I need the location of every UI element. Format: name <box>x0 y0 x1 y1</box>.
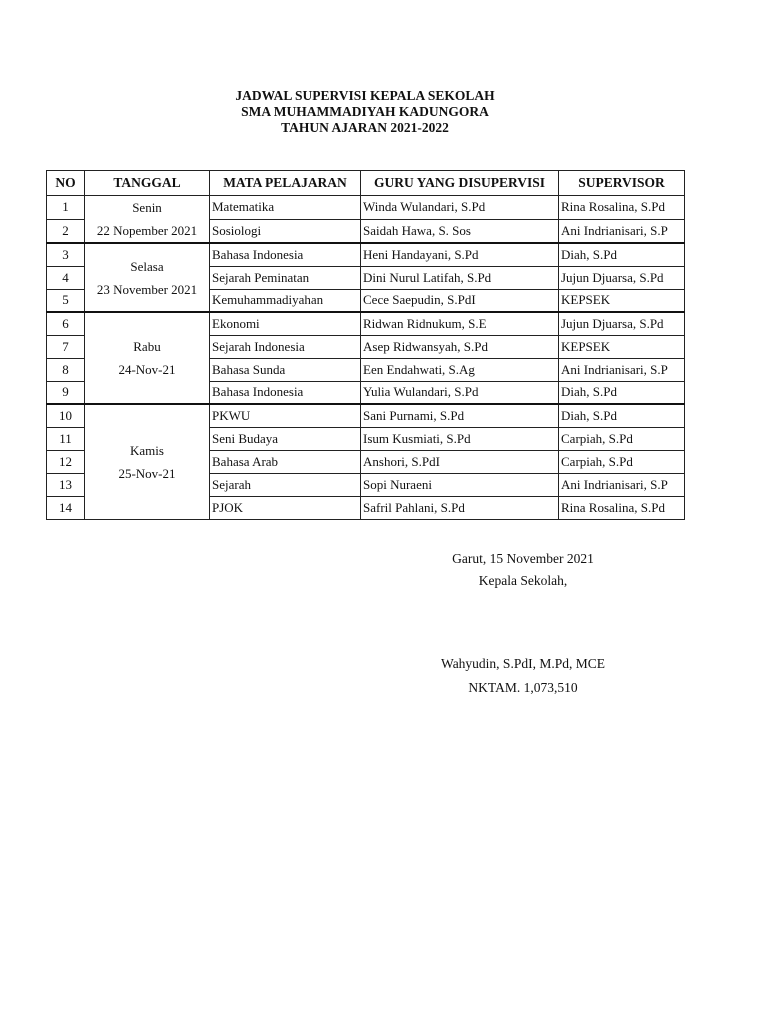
date-label: 25-Nov-21 <box>118 465 176 481</box>
supervisor-cell: Diah, S.Pd <box>559 243 685 266</box>
date-cell <box>85 312 210 404</box>
teacher-cell: Winda Wulandari, S.Pd <box>361 196 559 220</box>
table-row <box>47 196 685 220</box>
date-label: 23 November 2021 <box>96 281 198 297</box>
signature-name: Wahyudin, S.PdI, M.Pd, MCE <box>441 656 605 671</box>
column-header-date: TANGGAL <box>85 171 210 196</box>
signature-id-number: NKTAM. 1,073,510 <box>468 680 578 695</box>
date-label: 24-Nov-21 <box>118 362 176 377</box>
teacher-cell: Safril Pahlani, S.Pd <box>361 496 559 519</box>
subject-cell: Sejarah Peminatan <box>210 266 361 289</box>
supervisor-cell: KEPSEK <box>559 335 685 358</box>
teacher-cell: Sopi Nuraeni <box>361 473 559 496</box>
supervisor-cell: KEPSEK <box>559 289 685 312</box>
document-title-line2: SMA MUHAMMADIYAH KADUNGORA <box>241 104 489 119</box>
teacher-cell: Anshori, S.PdI <box>361 450 559 473</box>
supervisor-cell: Diah, S.Pd <box>559 381 685 404</box>
teacher-cell: Dini Nurul Latifah, S.Pd <box>361 266 559 289</box>
row-number: 5 <box>47 289 85 312</box>
row-number: 14 <box>47 496 85 519</box>
teacher-cell: Ridwan Ridnukum, S.E <box>361 312 559 335</box>
row-number: 12 <box>47 450 85 473</box>
supervisor-cell: Ani Indrianisari, S.P <box>559 358 685 381</box>
teacher-cell: Heni Handayani, S.Pd <box>361 243 559 266</box>
teacher-cell: Sani Purnami, S.Pd <box>361 404 559 427</box>
row-number: 13 <box>47 473 85 496</box>
subject-cell: Bahasa Arab <box>210 450 361 473</box>
document-title-line1: JADWAL SUPERVISI KEPALA SEKOLAH <box>235 88 495 103</box>
subject-cell: Sosiologi <box>210 219 361 243</box>
supervisor-cell: Jujun Djuarsa, S.Pd <box>559 266 685 289</box>
date-cell <box>85 404 210 519</box>
supervisor-cell: Rina Rosalina, S.Pd <box>559 196 685 220</box>
teacher-cell: Cece Saepudin, S.PdI <box>361 289 559 312</box>
row-number: 6 <box>47 312 85 335</box>
row-number: 11 <box>47 427 85 450</box>
column-header-supervisor: SUPERVISOR <box>559 171 685 196</box>
signature-role: Kepala Sekolah, <box>478 573 568 588</box>
subject-cell: PJOK <box>210 496 361 519</box>
day-label: Selasa <box>130 258 164 274</box>
day-label: Rabu <box>133 339 161 354</box>
subject-cell: Bahasa Sunda <box>210 358 361 381</box>
supervisor-cell: Carpiah, S.Pd <box>559 450 685 473</box>
supervisor-cell: Jujun Djuarsa, S.Pd <box>559 312 685 335</box>
supervisor-cell: Ani Indrianisari, S.P <box>559 473 685 496</box>
row-number: 7 <box>47 335 85 358</box>
row-number: 9 <box>47 381 85 404</box>
date-cell <box>85 243 210 312</box>
table-body <box>47 196 685 520</box>
table-header-row <box>47 171 685 196</box>
day-label: Senin <box>132 200 162 215</box>
row-number: 3 <box>47 243 85 266</box>
table-row <box>47 312 685 335</box>
row-number: 4 <box>47 266 85 289</box>
subject-cell: PKWU <box>210 404 361 427</box>
subject-cell: Seni Budaya <box>210 427 361 450</box>
teacher-cell: Yulia Wulandari, S.Pd <box>361 381 559 404</box>
supervisor-cell: Rina Rosalina, S.Pd <box>559 496 685 519</box>
column-header-subject: MATA PELAJARAN <box>210 171 361 196</box>
signature-place-date: Garut, 15 November 2021 <box>452 551 594 566</box>
row-number: 1 <box>47 196 85 220</box>
teacher-cell: Saidah Hawa, S. Sos <box>361 219 559 243</box>
supervision-schedule-table <box>46 170 685 520</box>
subject-cell: Matematika <box>210 196 361 220</box>
date-label: 22 Nopember 2021 <box>96 223 198 238</box>
supervisor-cell: Carpiah, S.Pd <box>559 427 685 450</box>
teacher-cell: Asep Ridwansyah, S.Pd <box>361 335 559 358</box>
date-cell <box>85 196 210 244</box>
teacher-cell: Isum Kusmiati, S.Pd <box>361 427 559 450</box>
column-header-teacher: GURU YANG DISUPERVISI <box>361 171 559 196</box>
supervisor-cell: Ani Indrianisari, S.P <box>559 219 685 243</box>
subject-cell: Kemuhammadiyahan <box>210 289 361 312</box>
subject-cell: Bahasa Indonesia <box>210 243 361 266</box>
teacher-cell: Een Endahwati, S.Ag <box>361 358 559 381</box>
supervisor-cell: Diah, S.Pd <box>559 404 685 427</box>
subject-cell: Sejarah Indonesia <box>210 335 361 358</box>
subject-cell: Ekonomi <box>210 312 361 335</box>
table-row <box>47 243 685 266</box>
row-number: 8 <box>47 358 85 381</box>
subject-cell: Sejarah <box>210 473 361 496</box>
row-number: 10 <box>47 404 85 427</box>
subject-cell: Bahasa Indonesia <box>210 381 361 404</box>
day-label: Kamis <box>130 442 164 458</box>
table-row <box>47 404 685 427</box>
document-title-line3: TAHUN AJARAN 2021-2022 <box>281 120 449 135</box>
row-number: 2 <box>47 219 85 243</box>
column-header-no: NO <box>47 171 85 196</box>
